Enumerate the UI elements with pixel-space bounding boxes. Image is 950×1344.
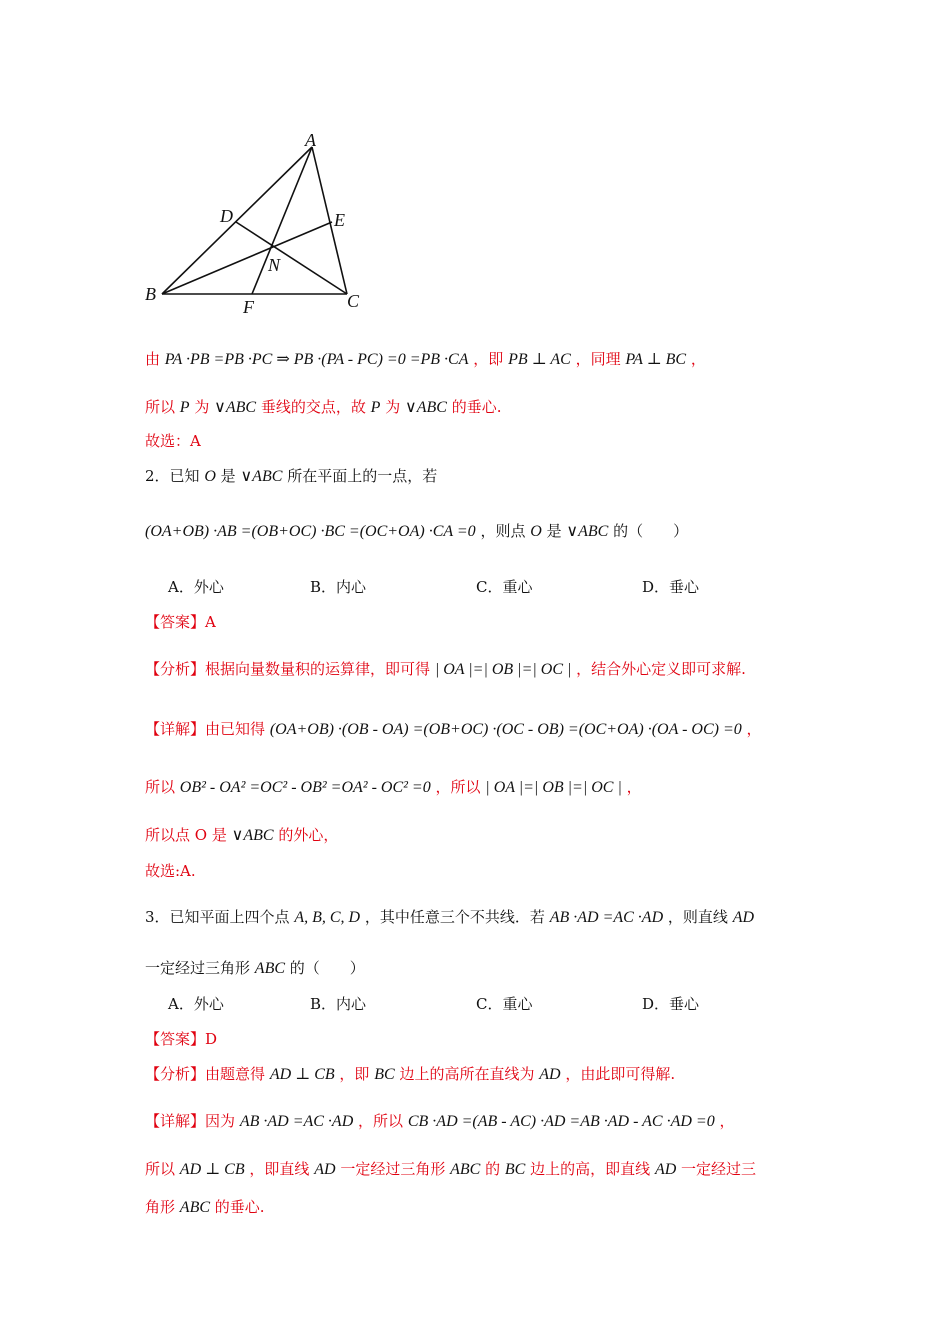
cevian-cd	[236, 222, 347, 294]
text: 为	[194, 398, 210, 416]
formula: P	[370, 399, 381, 416]
q1-solution-line1	[145, 348, 706, 371]
q2-option-a: A．外心	[168, 578, 224, 596]
label-a: A	[305, 130, 316, 150]
q2-detail-3	[145, 824, 338, 847]
q2-detail	[145, 718, 762, 741]
detail-tag: 【详解】	[145, 1112, 206, 1130]
text: 边上的高，即直线	[530, 1160, 651, 1178]
formula: (OA+OB) ·AB =(OB+OC) ·BC =(OC+OA) ·CA =0	[145, 523, 476, 540]
text: ，即	[339, 1065, 370, 1083]
text: ，所以	[358, 1112, 404, 1130]
text: 根据向量数量积的运算律，即可得	[205, 660, 431, 678]
text: 由已知得	[205, 720, 266, 738]
formula: ∨ABC	[566, 523, 609, 540]
q3-detail-2	[145, 1158, 756, 1181]
formula: ∨ABC	[405, 399, 447, 416]
q2-option-b: B．内心	[310, 578, 367, 596]
text: 所以点 O 是	[145, 826, 227, 844]
text: 一定经过三	[681, 1160, 757, 1178]
text: ，	[690, 350, 706, 368]
text: 的	[485, 1160, 501, 1178]
formula: ABC	[254, 960, 286, 977]
text: 为	[385, 398, 401, 416]
formula: P	[179, 399, 190, 416]
formula: AD	[314, 1161, 336, 1178]
text: 所以	[145, 1160, 176, 1178]
text: 是	[220, 467, 236, 485]
q2-condition	[145, 520, 688, 543]
text: 的（ ）	[289, 959, 365, 977]
cevian-af	[252, 147, 312, 294]
analysis-tag: 【分析】	[145, 1065, 206, 1083]
q1-solution-line2	[145, 396, 502, 419]
text: 因为	[205, 1112, 236, 1130]
text: ，则点	[480, 522, 526, 540]
formula: O	[204, 468, 216, 485]
text: ，同理	[575, 350, 621, 368]
text: 的垂心.	[214, 1198, 265, 1216]
text: ，所以	[435, 778, 481, 796]
text: 所以	[145, 778, 176, 796]
q2-option-d: D．垂心	[642, 578, 700, 596]
formula: ∨ABC	[231, 827, 274, 844]
text: 角形	[145, 1198, 176, 1216]
text: 垂线的交点，故	[260, 398, 366, 416]
formula: AD	[732, 909, 755, 926]
formula: AB ·AD =AC ·AD	[549, 909, 664, 926]
text: ，即直线	[249, 1160, 310, 1178]
text: 是	[546, 522, 562, 540]
q3-option-a: A．外心	[168, 995, 224, 1013]
label-n: N	[268, 255, 281, 275]
cevian-be	[162, 222, 332, 294]
text: 一定经过三角形	[145, 959, 251, 977]
formula: PA ·PB =PB ·PC ⇒ PB ·(PA - PC) =0 =PB ·CA	[164, 351, 469, 368]
formula: (OA+OB) ·(OB - OA) =(OB+OC) ·(OC - OB) =(OC+OA) ·(OA - OC) =0	[269, 721, 742, 738]
text: 的外心，	[278, 826, 339, 844]
text: 由题意得	[205, 1065, 266, 1083]
text: 所以	[145, 398, 176, 416]
answer-value: D	[205, 1030, 218, 1048]
formula: AD ⊥ CB	[179, 1161, 245, 1178]
triangle-figure	[140, 125, 380, 320]
formula: BC	[374, 1066, 395, 1083]
text: 的（ ）	[613, 522, 689, 540]
label-c: C	[347, 291, 360, 311]
analysis-tag: 【分析】	[145, 660, 206, 678]
detail-tag: 【详解】	[145, 720, 206, 738]
q3-detail	[145, 1110, 735, 1133]
formula: A, B, C, D	[294, 909, 361, 926]
text: ，结合外心定义即可求解.	[576, 660, 746, 678]
formula: AD ⊥ CB	[269, 1066, 335, 1083]
formula: PA ⊥ BC	[625, 351, 687, 368]
formula: | OA |=| OB |=| OC |	[485, 779, 622, 796]
formula: OB² - OA² =OC² - OB² =OA² - OC² =0	[179, 779, 431, 796]
text: 一定经过三角形	[340, 1160, 446, 1178]
q3-option-b: B．内心	[310, 995, 367, 1013]
text: 3．已知平面上四个点	[145, 908, 290, 926]
q2-analysis	[145, 658, 746, 681]
formula: ∨ABC	[214, 399, 257, 416]
text: ，	[626, 778, 642, 796]
answer-tag: 【答案】	[145, 613, 206, 631]
q3-detail-3	[145, 1196, 265, 1219]
side-ab	[162, 147, 312, 294]
q3-option-d: D．垂心	[642, 995, 700, 1013]
text: 所在平面上的一点，若	[287, 467, 438, 485]
q2-stem	[145, 465, 437, 488]
formula: AB ·AD =AC ·AD	[239, 1113, 354, 1130]
q3-stem-2	[145, 957, 365, 980]
formula: PB ⊥ AC	[508, 351, 571, 368]
q2-detail-2	[145, 776, 642, 799]
label-b: B	[145, 284, 156, 304]
formula: ∨ABC	[240, 468, 283, 485]
q1-choice: 故选：A	[145, 432, 201, 450]
text: 2．已知	[145, 467, 200, 485]
formula: O	[530, 523, 542, 540]
q3-analysis	[145, 1063, 675, 1086]
text: ，	[746, 720, 762, 738]
formula: BC	[504, 1161, 526, 1178]
formula: CB ·AD =(AB - AC) ·AD =AB ·AD - AC ·AD =0	[407, 1113, 715, 1130]
q2-choice: 故选:A.	[145, 862, 196, 880]
text: 的垂心.	[451, 398, 502, 416]
text: 由	[145, 350, 161, 368]
label-e: E	[334, 210, 345, 230]
q3-option-c: C．重心	[476, 995, 533, 1013]
formula: | OA |=| OB |=| OC |	[434, 661, 572, 678]
text: ，	[719, 1112, 735, 1130]
answer-value: A	[205, 613, 216, 631]
q2-option-c: C．重心	[476, 578, 533, 596]
text: ，由此即可得解.	[565, 1065, 676, 1083]
formula: ABC	[179, 1199, 211, 1216]
formula: ABC	[450, 1161, 481, 1178]
formula: AD	[539, 1066, 561, 1083]
q3-answer	[145, 1028, 217, 1050]
label-d: D	[220, 206, 233, 226]
text: ，则直线	[667, 908, 728, 926]
formula: AD	[654, 1161, 677, 1178]
text: 边上的高所在直线为	[399, 1065, 535, 1083]
answer-tag: 【答案】	[145, 1030, 206, 1048]
text: ，即	[473, 350, 504, 368]
q2-answer	[145, 611, 216, 633]
q3-stem	[145, 906, 754, 929]
label-f: F	[243, 297, 254, 317]
text: ，其中任意三个不共线．若	[364, 908, 545, 926]
